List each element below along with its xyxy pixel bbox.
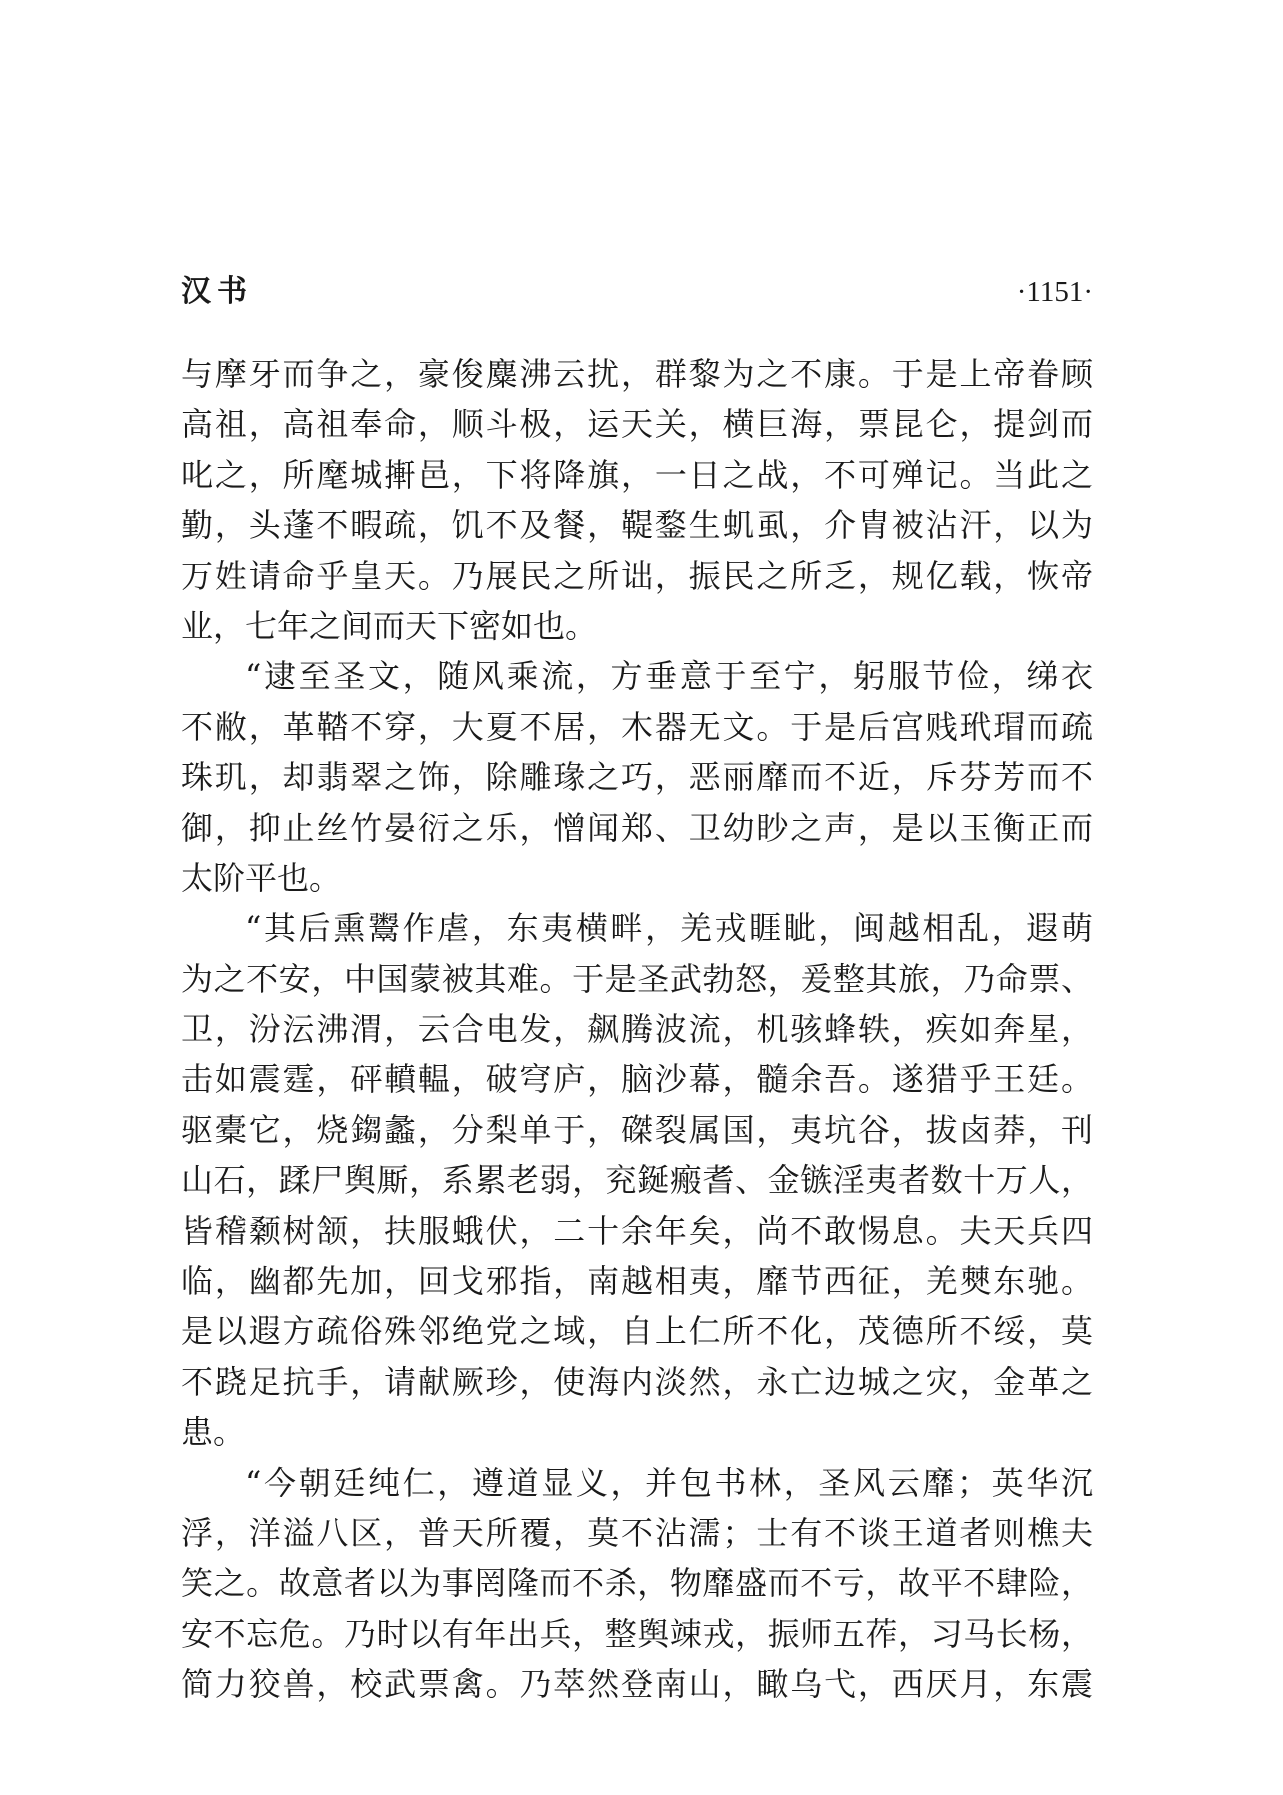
text-line: 珠玑，却翡翠之饰，除雕瑑之巧，恶丽靡而不近，斥芬芳而不 <box>181 758 1093 797</box>
text-line: 安不忘危。乃时以有年出兵，整舆竦戎，振师五莋，习马长杨， <box>181 1614 1093 1653</box>
text-line: 击如震霆，砰轒輼，破穹庐，脑沙幕，髓余吾。遂猎乎王廷。 <box>181 1060 1093 1099</box>
text-line: 笑之。故意者以为事罔隆而不杀，物靡盛而不亏，故平不肆险， <box>181 1564 1093 1603</box>
text-line: 不跷足抗手，请献厥珍，使海内淡然，永亡边城之灾，金革之 <box>181 1362 1093 1401</box>
text-line: 与摩牙而争之，豪俊麋沸云扰，群黎为之不康。于是上帝眷顾 <box>181 355 1093 393</box>
body-text <box>181 349 1093 1710</box>
text-line: 高祖，高祖奉命，顺斗极，运天关，横巨海，票昆仑，提剑而 <box>181 405 1093 444</box>
text-line: 勤，头蓬不暇疏，饥不及餐，鞮鍪生虮虱，介胄被沾汗，以为 <box>181 506 1093 545</box>
text-line: 皆稽颡树颔，扶服蛾伏，二十余年矣，尚不敢惕息。夫天兵四 <box>181 1211 1093 1250</box>
text-line: 业，七年之间而天下密如也。 <box>181 606 598 645</box>
text-line: 卫，汾沄沸渭，云合电发，飙腾波流，机骇蜂轶，疾如奔星， <box>181 1010 1093 1049</box>
running-head <box>181 268 1093 316</box>
text-line: 临，幽都先加，回戈邪指，南越相夷，靡节西征，羌僰东驰。 <box>181 1262 1093 1301</box>
text-line: 太阶平也。 <box>181 858 342 897</box>
text-line: 患。 <box>181 1413 246 1452</box>
text-line: 简力狡兽，校武票禽。乃萃然登南山，瞰乌弋，西厌月，东震 <box>181 1665 1093 1704</box>
text-line: 驱橐它，烧𨪕蠡，分梨单于，磔裂属国，夷坑谷，拔卤莽，刊 <box>181 1110 1093 1149</box>
text-line: 山石，蹂尸舆厮，系累老弱，兖鋋瘢耆、金镞淫夷者数十万人， <box>181 1161 1093 1200</box>
text-line: 御，抑止丝竹晏衍之乐，憎闻郑、卫幼眇之声，是以玉衡正而 <box>181 808 1093 847</box>
text-line: 万姓请命乎皇天。乃展民之所诎，振民之所乏，规亿载，恢帝 <box>181 556 1093 595</box>
text-line: “逮至圣文，随风乘流，方垂意于至宁，躬服节俭，绨衣 <box>245 657 1093 696</box>
text-line: 叱之，所麾城搟邑，下将降旗，一日之战，不可殚记。当此之 <box>181 455 1093 494</box>
text-line: 为之不安，中国蒙被其难。于是圣武勃怒，爰整其旅，乃命票、 <box>181 959 1093 998</box>
text-line: “今朝廷纯仁，遵道显义，并包书林，圣风云靡；英华沉 <box>245 1463 1093 1502</box>
text-line: 不敝，革鞜不穿，大夏不居，木器无文。于是后宫贱玳瑁而疏 <box>181 707 1093 746</box>
text-line: 浮，洋溢八区，普天所覆，莫不沾濡；士有不谈王道者则樵夫 <box>181 1513 1093 1552</box>
text-line: “其后熏鬻作虐，东夷横畔，羌戎睚眦，闽越相乱，遐萌 <box>245 909 1093 948</box>
text-line: 是以遐方疏俗殊邻绝党之域，自上仁所不化，茂德所不绥，莫 <box>181 1312 1093 1351</box>
book-title: 汉书 <box>181 274 253 309</box>
page-number: ·1151· <box>1016 276 1093 308</box>
